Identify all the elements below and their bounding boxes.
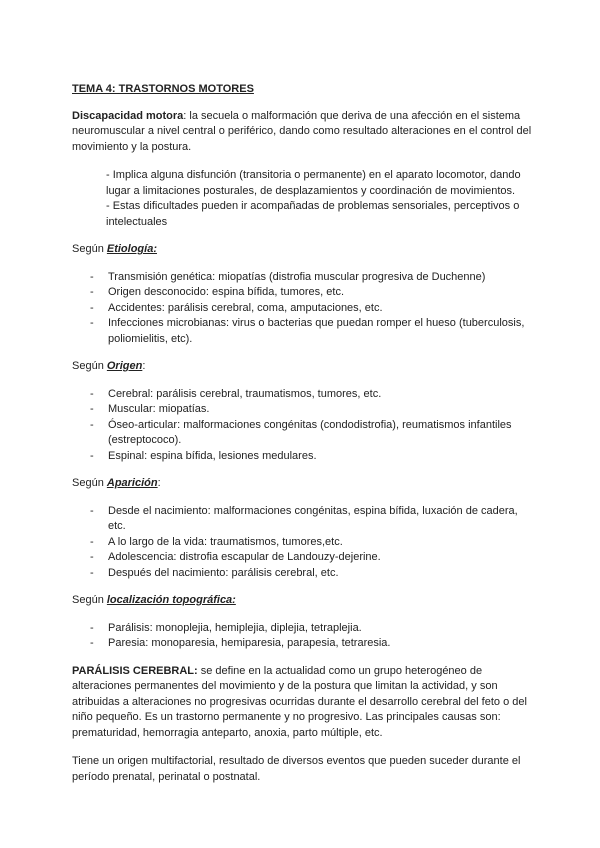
list-item-text: Espinal: espina bífida, lesiones medulares.	[108, 449, 317, 462]
list-item-text: Cerebral: parálisis cerebral, traumatismos, tumores, etc.	[108, 387, 382, 400]
note-line: - Implica alguna disfunción (transitoria o permanente) en el aparato locomotor, dando lugar a limitaciones posturales, de desplazamientos y coordinación de movimientos.	[106, 169, 521, 197]
list-item-text: Paresia: monoparesia, hemiparesia, parapesia, tetraresia.	[108, 637, 391, 649]
list-item	[72, 449, 532, 465]
list-item	[72, 504, 532, 535]
list-localizacion	[72, 621, 532, 652]
dash-bullet: -	[90, 270, 94, 283]
section-prefix: Según	[72, 360, 107, 372]
list-item-text: Óseo-articular: malformaciones congénitas (condodistrofia), reumatismos infantiles (estreptococo).	[108, 418, 512, 446]
section-prefix: Según	[72, 243, 107, 255]
dash-bullet: -	[90, 301, 94, 314]
section-label: Etiología:	[106, 243, 157, 255]
list-item-text: Transmisión genética: miopatías (distrofia muscular progresiva de Duchenne)	[108, 270, 486, 283]
dash-bullet: -	[90, 449, 94, 462]
dash-bullet: -	[90, 286, 94, 298]
dash-bullet: -	[90, 504, 94, 517]
list-aparicion	[72, 504, 532, 582]
list-item-text: Accidentes: parálisis cerebral, coma, amputaciones, etc.	[108, 301, 383, 314]
dash-bullet: -	[90, 621, 94, 634]
paralysis-text: se define en la actualidad como un grupo heterogéneo de alteraciones permanentes del movimiento y de la postura que limitan la actividad, y son atribuidas a alteraciones no progresivas ocurridas durante el desarrollo cerebral del feto o del niño pequeño. Es un trastorno permanente y no progresivo. Las principales causas son: prematuridad, hemorragia anteparto, anoxia, parto múltiple, etc.	[72, 664, 527, 739]
section-heading-aparicion	[72, 476, 532, 492]
dash-bullet: -	[90, 403, 94, 415]
section-label: localización topográfica:	[106, 594, 236, 606]
section-heading-etiologia	[72, 242, 532, 258]
paralysis-term: PARÁLISIS CEREBRAL:	[72, 664, 198, 677]
document-title: TEMA 4: TRASTORNOS MOTORES	[72, 83, 254, 95]
list-item	[72, 535, 532, 551]
section-prefix: Según	[72, 594, 107, 606]
definition-term: Discapacidad motora	[72, 109, 184, 122]
dash-bullet: -	[90, 566, 94, 579]
list-item	[72, 621, 532, 637]
section-label: Aparición	[106, 477, 158, 489]
list-item-text: Después del nacimiento: parálisis cerebral, etc.	[108, 566, 339, 579]
list-origen	[72, 387, 532, 465]
list-item	[72, 316, 532, 347]
section-heading-origen	[72, 359, 532, 375]
list-item	[72, 270, 532, 286]
definition-paragraph	[72, 109, 532, 156]
list-item	[72, 418, 532, 449]
dash-bullet: -	[90, 637, 94, 649]
list-item-text: A lo largo de la vida: traumatismos, tumores,etc.	[108, 535, 343, 548]
list-item-text: Adolescencia: distrofia escapular de Landouzy-dejerine.	[108, 551, 381, 563]
note-line: - Estas dificultades pueden ir acompañadas de problemas sensoriales, perceptivos o intelectuales	[106, 200, 520, 228]
section-suffix: :	[142, 360, 146, 372]
list-etiologia	[72, 270, 532, 348]
dash-bullet: -	[90, 535, 94, 548]
list-item	[72, 566, 532, 582]
list-item	[72, 402, 532, 418]
list-item-text: Parálisis: monoplejia, hemiplejia, diplejia, tetraplejia.	[108, 621, 362, 634]
dash-bullet: -	[90, 418, 94, 431]
list-item-text: Infecciones microbianas: virus o bacterias que puedan romper el hueso (tuberculosis, poliomielitis, etc).	[108, 317, 525, 345]
section-prefix: Según	[72, 477, 107, 489]
list-item-text: Muscular: miopatías.	[108, 403, 210, 415]
dash-bullet: -	[90, 317, 94, 329]
dash-bullet: -	[90, 387, 94, 400]
section-label: Origen	[106, 360, 143, 372]
paralysis-paragraph	[72, 664, 532, 742]
list-item	[72, 301, 532, 317]
list-item-text: Origen desconocido: espina bífida, tumores, etc.	[108, 286, 345, 298]
notes-block	[106, 168, 532, 230]
definition-text: : la secuela o malformación que deriva de una afección en el sistema neuromuscular a nivel central o periférico, dando como resultado alteraciones en el control del movimiento y la postura.	[72, 109, 532, 153]
list-item	[72, 387, 532, 403]
section-suffix: :	[157, 477, 161, 489]
list-item-text: Desde el nacimiento: malformaciones congénitas, espina bífida, luxación de cadera, etc.	[108, 504, 518, 532]
list-item	[72, 636, 532, 652]
list-item	[72, 285, 532, 301]
document-page	[72, 82, 532, 798]
section-heading-localizacion	[72, 593, 532, 609]
closing-paragraph: Tiene un origen multifactorial, resultado de diversos eventos que pueden suceder durante el período prenatal, perinatal o postnatal.	[72, 755, 521, 783]
list-item	[72, 550, 532, 566]
dash-bullet: -	[90, 551, 94, 563]
